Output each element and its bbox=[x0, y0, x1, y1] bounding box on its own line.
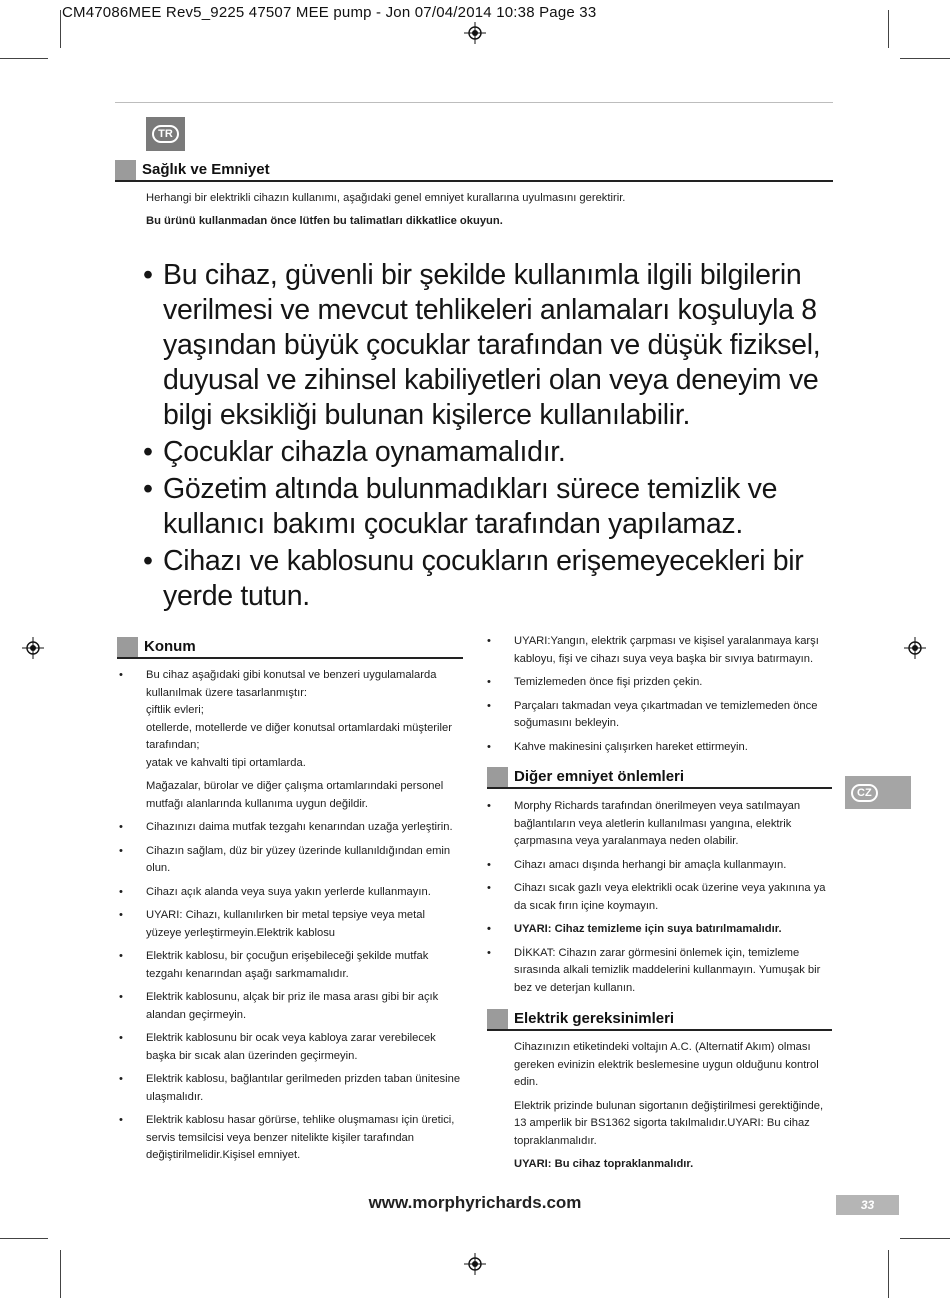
list-item: • Temizlemeden önce fişi prizden çekin. bbox=[487, 676, 703, 688]
page-number: 33 bbox=[836, 1195, 899, 1215]
section-title: Sağlık ve Emniyet bbox=[142, 161, 270, 178]
right-top-content bbox=[485, 633, 830, 762]
heading-marker bbox=[487, 1009, 508, 1029]
heading-marker bbox=[487, 767, 508, 787]
language-code: CZ bbox=[851, 784, 878, 802]
heading-marker bbox=[117, 637, 138, 657]
list-item: • Kahve makinesini çalışırken hareket ettirmeyin. bbox=[487, 740, 748, 753]
list-item: • Bu cihaz aşağıdaki gibi konutsal ve benzeri uygulamalarda kullanılmak üzere tasarlanmıştır: çiftlik evleri; otellerde, motellerde ve diğer konutsal ortamlardaki müşteriler tarafından; yatak ve kahvalti tipi ortamlarda. bbox=[119, 669, 452, 769]
list-item: • Cihazı açık alanda veya suya yakın yerlerde kullanmayın. bbox=[119, 885, 431, 898]
language-badge-tr bbox=[146, 117, 185, 151]
child-safety-item: • Cihazı ve kablosunu çocukların erişemeyecekleri bir yerde tutun. bbox=[143, 545, 804, 612]
list-item: • Elektrik kablosunu, alçak bir priz ile masa arası gibi bir açık alandan geçirmeyin. bbox=[119, 991, 439, 1021]
list-item: • DİKKAT: Cihazın zarar görmesini önlemek için, temizleme sırasında alkali temizlik maddelerini kullanmayın. Yumuşak bir bez ve deterjan kullanın. bbox=[487, 946, 821, 994]
list-item: • Morphy Richards tarafından önerilmeyen veya satılmayan bağlantıların veya aletlerin kullanılması yangına, elektrik çarpmasına veya yaralanmaya neden olabilir. bbox=[487, 800, 801, 847]
section-heading-elektrik bbox=[487, 1009, 832, 1031]
elektrik-content bbox=[485, 1039, 830, 1180]
top-rule bbox=[115, 102, 833, 103]
list-item: • Cihazı sıcak gazlı veya elektrikli ocak üzerine veya yakınına ya da sıcak fırın içine koymayın. bbox=[487, 882, 826, 912]
heading-marker bbox=[115, 160, 136, 180]
crop-mark bbox=[60, 10, 61, 48]
list-item: • Cihazı amacı dışında herhangi bir amaçla kullanmayın. bbox=[487, 858, 787, 871]
crop-mark bbox=[900, 1238, 950, 1239]
crop-mark bbox=[888, 10, 889, 48]
warning-item: • UYARI: Cihaz temizleme için suya batırılmamalıdır. bbox=[487, 923, 782, 935]
child-safety-item: • Gözetim altında bulunmadıkları sürece temizlik ve kullanıcı bakımı çocuklar tarafından yapılamaz. bbox=[143, 473, 778, 540]
registration-mark-icon bbox=[904, 637, 926, 659]
registration-mark-icon bbox=[22, 637, 44, 659]
list-item: • Elektrik kablosu, bir çocuğun erişebileceği şekilde mutfak tezgahı kenarından aşağı sarkmamalıdır. bbox=[119, 950, 429, 980]
diger-content bbox=[485, 798, 830, 1003]
registration-mark-icon bbox=[464, 1253, 486, 1275]
list-item: • Elektrik kablosu hasar görürse, tehlike oluşmaması için üretici, servis temsilcisi veya benzer nitelikte kişiler tarafından değiştirilmelidir.Kişisel emniyet. bbox=[119, 1114, 455, 1161]
safety-intro: Herhangi bir elektrikli cihazın kullanımı, aşağıdaki genel emniyet kurallarına uyulmasını gerektirir. bbox=[146, 192, 626, 204]
child-safety-item: • Çocuklar cihazla oynamamalıdır. bbox=[143, 436, 566, 468]
section-heading-safety bbox=[115, 160, 833, 182]
crop-mark bbox=[900, 58, 950, 59]
registration-mark-icon bbox=[464, 22, 486, 44]
paragraph: Mağazalar, bürolar ve diğer çalışma ortamlarındaki personel mutfağı alanlarında kullanıma uygun değildir. bbox=[146, 780, 444, 810]
konum-content bbox=[117, 667, 462, 1171]
section-heading-diger bbox=[487, 767, 832, 789]
list-item: • Parçaları takmadan veya çıkartmadan ve temizlemeden önce soğumasını bekleyin. bbox=[487, 699, 818, 729]
crop-mark bbox=[888, 1250, 889, 1298]
paragraph: Cihazınızın etiketindeki voltajın A.C. (Alternatif Akım) olması gereken evinizin elektrik beslemesine uygun olduğunu kontrol edin. bbox=[514, 1041, 819, 1088]
crop-mark bbox=[0, 58, 48, 59]
language-badge-cz bbox=[845, 776, 911, 809]
print-header: CM47086MEE Rev5_9225 47507 MEE pump - Jon 07/04/2014 10:38 Page 33 bbox=[62, 4, 597, 21]
section-title: Diğer emniyet önlemleri bbox=[514, 768, 685, 785]
section-heading-konum bbox=[117, 637, 463, 659]
safety-intro-bold: Bu ürünü kullanmadan önce lütfen bu talimatları dikkatlice okuyun. bbox=[146, 215, 503, 227]
warning-paragraph: UYARI: Bu cihaz topraklanmalıdır. bbox=[514, 1158, 694, 1170]
language-code: TR bbox=[152, 125, 179, 143]
list-item: • UYARI:Yangın, elektrik çarpması ve kişisel yaralanmaya karşı kabloyu, fişi ve cihazı suya veya başka bir sıvıya batırmayın. bbox=[487, 635, 819, 665]
list-item: • Elektrik kablosu, bağlantılar gerilmeden prizden taban ünitesine ulaşmalıdır. bbox=[119, 1073, 461, 1103]
list-item: • Elektrik kablosunu bir ocak veya kabloya zarar verebilecek başka bir sıcak alan üzerinden geçirmeyin. bbox=[119, 1032, 436, 1062]
crop-mark bbox=[0, 1238, 48, 1239]
list-item: • UYARI: Cihazı, kullanılırken bir metal tepsiye veya metal yüzeye yerleştirmeyin.Elektrik kablosu bbox=[119, 909, 425, 939]
child-safety-list bbox=[143, 258, 843, 616]
paragraph: Elektrik prizinde bulunan sigortanın değiştirilmesi gerektiğinde, 13 amperlik bir BS1362 sigorta takılmalıdır.UYARI: Bu cihaz topraklanmalıdır. bbox=[514, 1099, 824, 1147]
crop-mark bbox=[60, 1250, 61, 1298]
website-link[interactable]: www.morphyrichards.com bbox=[368, 1193, 582, 1212]
section-title: Konum bbox=[144, 638, 196, 655]
section-title: Elektrik gereksinimleri bbox=[514, 1010, 675, 1027]
list-item: • Cihazın sağlam, düz bir yüzey üzerinde kullanıldığından emin olun. bbox=[119, 844, 451, 874]
list-item: • Cihazınızı daima mutfak tezgahı kenarından uzağa yerleştirin. bbox=[119, 821, 453, 833]
child-safety-item: • Bu cihaz, güvenli bir şekilde kullanımla ilgili bilgilerin verilmesi ve mevcut tehlikeleri anlamaları koşuluyla 8 yaşından büyük çocuklar tarafından ve düşük fiziksel, duyusal ve zihinsel kabiliyetleri olan veya deneyim ve bilgi eksikliği bulunan kişilerce kullanılabilir. bbox=[143, 259, 821, 431]
